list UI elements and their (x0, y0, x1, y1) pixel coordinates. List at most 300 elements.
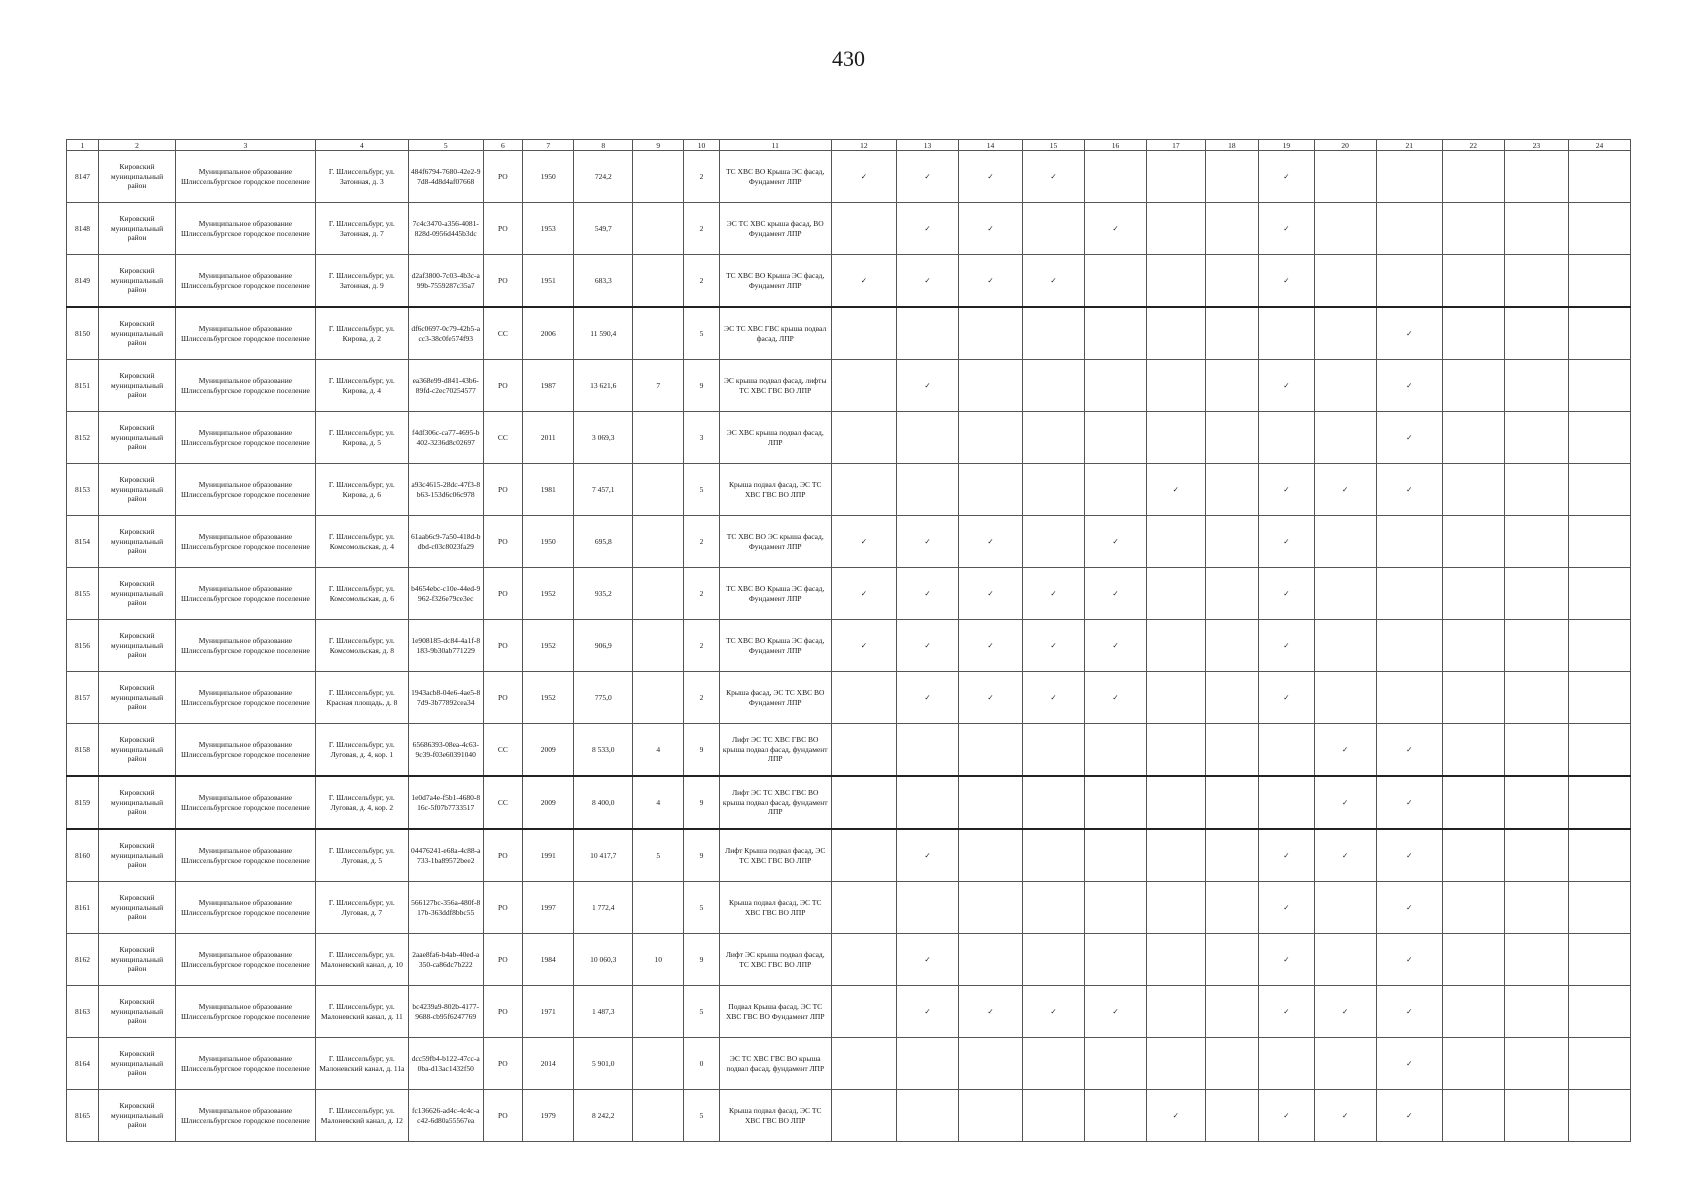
column-number-6: 6 (483, 140, 523, 151)
empty-cell (1146, 829, 1205, 882)
checkmark-icon: ✓ (896, 568, 958, 620)
column-number-7: 7 (523, 140, 574, 151)
column-10-cell: 2 (684, 151, 719, 203)
checkmark-icon: ✓ (958, 151, 1022, 203)
row-id: 8164 (67, 1038, 99, 1090)
column-number-17: 17 (1146, 140, 1205, 151)
works-list-cell: Подвал Крыша фасад, ЭС ТС ХВС ГВС ВО Фундамент ЛПР (719, 986, 831, 1038)
empty-cell (1568, 934, 1630, 986)
empty-cell (1023, 412, 1085, 464)
empty-cell (1084, 360, 1146, 412)
column-10-cell: 2 (684, 203, 719, 255)
empty-cell (1442, 203, 1504, 255)
empty-cell (1146, 672, 1205, 724)
empty-cell (1259, 307, 1315, 360)
column-number-4: 4 (315, 140, 408, 151)
empty-cell (1205, 255, 1258, 308)
checkmark-icon: ✓ (1376, 464, 1442, 516)
municipality-cell: Муниципальное образование Шлиссельбургское городское поселение (175, 255, 315, 308)
ownership-type-cell: РО (483, 620, 523, 672)
district-cell: Кировский муниципальный район (99, 934, 176, 986)
table-row (67, 882, 1631, 934)
column-9-cell (633, 464, 684, 516)
column-9-cell (633, 1038, 684, 1090)
works-list-cell: ТС ХВС ВО Крыша ЭС фасад, Фундамент ЛПР (719, 255, 831, 308)
works-list-cell: ЭС ХВС крыша подвал фасад, ЛПР (719, 412, 831, 464)
column-10-cell: 9 (684, 776, 719, 829)
checkmark-icon: ✓ (831, 516, 896, 568)
address-cell: Г. Шлиссельбург, ул. Кирова, д. 5 (315, 412, 408, 464)
checkmark-icon: ✓ (1314, 1090, 1376, 1142)
municipality-cell: Муниципальное образование Шлиссельбургское городское поселение (175, 829, 315, 882)
building-uid-cell: bc4239a9-802b-4177-9688-cb95f6247769 (408, 986, 483, 1038)
checkmark-icon: ✓ (1084, 203, 1146, 255)
empty-cell (958, 724, 1022, 777)
column-number-3: 3 (175, 140, 315, 151)
area-cell: 683,3 (574, 255, 633, 308)
empty-cell (831, 986, 896, 1038)
empty-cell (1568, 672, 1630, 724)
works-list-cell: Крыша подвал фасад, ЭС ТС ХВС ГВС ВО ЛПР (719, 464, 831, 516)
ownership-type-cell: СС (483, 776, 523, 829)
build-year-cell: 1952 (523, 672, 574, 724)
column-number-16: 16 (1084, 140, 1146, 151)
checkmark-icon: ✓ (896, 934, 958, 986)
checkmark-icon: ✓ (958, 568, 1022, 620)
table-row (67, 724, 1631, 777)
district-cell: Кировский муниципальный район (99, 151, 176, 203)
checkmark-icon: ✓ (1084, 672, 1146, 724)
municipality-cell: Муниципальное образование Шлиссельбургское городское поселение (175, 151, 315, 203)
empty-cell (831, 724, 896, 777)
checkmark-icon: ✓ (1314, 776, 1376, 829)
empty-cell (831, 1038, 896, 1090)
empty-cell (1376, 568, 1442, 620)
checkmark-icon: ✓ (831, 620, 896, 672)
empty-cell (1568, 203, 1630, 255)
empty-cell (896, 724, 958, 777)
empty-cell (1023, 203, 1085, 255)
district-cell: Кировский муниципальный район (99, 307, 176, 360)
empty-cell (1146, 568, 1205, 620)
empty-cell (1568, 829, 1630, 882)
municipality-cell: Муниципальное образование Шлиссельбургское городское поселение (175, 620, 315, 672)
address-cell: Г. Шлиссельбург, ул. Комсомольская, д. 4 (315, 516, 408, 568)
column-9-cell (633, 620, 684, 672)
works-list-cell: Крыша подвал фасад, ЭС ТС ХВС ГВС ВО ЛПР (719, 1090, 831, 1142)
ownership-type-cell: РО (483, 829, 523, 882)
column-number-1: 1 (67, 140, 99, 151)
checkmark-icon: ✓ (1376, 986, 1442, 1038)
empty-cell (1504, 829, 1568, 882)
empty-cell (1084, 464, 1146, 516)
checkmark-icon: ✓ (958, 203, 1022, 255)
empty-cell (831, 882, 896, 934)
checkmark-icon: ✓ (1023, 672, 1085, 724)
build-year-cell: 1979 (523, 1090, 574, 1142)
building-uid-cell: 1943acb8-04e6-4ae5-87d9-3b77892cea34 (408, 672, 483, 724)
column-9-cell (633, 672, 684, 724)
empty-cell (1084, 412, 1146, 464)
ownership-type-cell: СС (483, 412, 523, 464)
building-uid-cell: 1e0d7a4e-f5b1-4680-816c-5f07b7733517 (408, 776, 483, 829)
works-list-cell: ЭС ТС ХВС крыша фасад, ВО Фундамент ЛПР (719, 203, 831, 255)
build-year-cell: 2014 (523, 1038, 574, 1090)
table-row (67, 776, 1631, 829)
checkmark-icon: ✓ (1376, 307, 1442, 360)
table-row (67, 568, 1631, 620)
column-10-cell: 5 (684, 1090, 719, 1142)
empty-cell (1084, 1038, 1146, 1090)
district-cell: Кировский муниципальный район (99, 516, 176, 568)
empty-cell (1023, 516, 1085, 568)
empty-cell (1205, 986, 1258, 1038)
empty-cell (1205, 882, 1258, 934)
checkmark-icon: ✓ (958, 986, 1022, 1038)
column-number-11: 11 (719, 140, 831, 151)
checkmark-icon: ✓ (1023, 568, 1085, 620)
empty-cell (958, 412, 1022, 464)
checkmark-icon: ✓ (1259, 986, 1315, 1038)
building-uid-cell: d2af3800-7c03-4b3c-a99b-7559287c35a7 (408, 255, 483, 308)
empty-cell (1504, 620, 1568, 672)
empty-cell (1376, 203, 1442, 255)
empty-cell (1314, 151, 1376, 203)
empty-cell (831, 464, 896, 516)
empty-cell (1023, 1038, 1085, 1090)
build-year-cell: 1984 (523, 934, 574, 986)
row-id: 8165 (67, 1090, 99, 1142)
empty-cell (1568, 568, 1630, 620)
ownership-type-cell: СС (483, 307, 523, 360)
column-number-19: 19 (1259, 140, 1315, 151)
column-10-cell: 9 (684, 829, 719, 882)
row-id: 8149 (67, 255, 99, 308)
page-number: 430 (832, 46, 865, 71)
district-cell: Кировский муниципальный район (99, 882, 176, 934)
municipality-cell: Муниципальное образование Шлиссельбургское городское поселение (175, 986, 315, 1038)
empty-cell (1205, 776, 1258, 829)
area-cell: 8 533,0 (574, 724, 633, 777)
checkmark-icon: ✓ (896, 255, 958, 308)
column-number-9: 9 (633, 140, 684, 151)
checkmark-icon: ✓ (1146, 464, 1205, 516)
address-cell: Г. Шлиссельбург, ул. Луговая, д. 7 (315, 882, 408, 934)
empty-cell (896, 882, 958, 934)
build-year-cell: 1971 (523, 986, 574, 1038)
building-uid-cell: 7c4c3470-a356-4081-828d-0956d445b3dc (408, 203, 483, 255)
empty-cell (1023, 724, 1085, 777)
empty-cell (1504, 568, 1568, 620)
checkmark-icon: ✓ (1376, 829, 1442, 882)
area-cell: 549,7 (574, 203, 633, 255)
empty-cell (1314, 307, 1376, 360)
checkmark-icon: ✓ (896, 516, 958, 568)
works-list-cell: ЭС крыша подвал фасад, лифты ТС ХВС ГВС ВО ЛПР (719, 360, 831, 412)
district-cell: Кировский муниципальный район (99, 986, 176, 1038)
empty-cell (1023, 1090, 1085, 1142)
column-9-cell (633, 151, 684, 203)
works-list-cell: ТС ХВС ВО Крыша ЭС фасад, Фундамент ЛПР (719, 620, 831, 672)
checkmark-icon: ✓ (1376, 412, 1442, 464)
empty-cell (1023, 307, 1085, 360)
address-cell: Г. Шлиссельбург, ул. Луговая, д. 4, кор. 1 (315, 724, 408, 777)
empty-cell (1504, 672, 1568, 724)
checkmark-icon: ✓ (1376, 724, 1442, 777)
row-id: 8152 (67, 412, 99, 464)
area-cell: 13 621,6 (574, 360, 633, 412)
ownership-type-cell: РО (483, 1038, 523, 1090)
row-id: 8150 (67, 307, 99, 360)
column-9-cell: 4 (633, 724, 684, 777)
works-list-cell: ТС ХВС ВО ЭС крыша фасад, Фундамент ЛПР (719, 516, 831, 568)
column-9-cell (633, 568, 684, 620)
district-cell: Кировский муниципальный район (99, 724, 176, 777)
ownership-type-cell: РО (483, 986, 523, 1038)
table-row (67, 151, 1631, 203)
empty-cell (1504, 464, 1568, 516)
district-cell: Кировский муниципальный район (99, 1038, 176, 1090)
empty-cell (831, 672, 896, 724)
empty-cell (1442, 568, 1504, 620)
checkmark-icon: ✓ (1376, 882, 1442, 934)
empty-cell (1205, 568, 1258, 620)
column-9-cell: 10 (633, 934, 684, 986)
checkmark-icon: ✓ (1259, 151, 1315, 203)
column-10-cell: 0 (684, 1038, 719, 1090)
empty-cell (1084, 151, 1146, 203)
empty-cell (1568, 255, 1630, 308)
housing-registry-table (66, 139, 1631, 1142)
area-cell: 3 069,3 (574, 412, 633, 464)
building-uid-cell: 1e908185-dc84-4a1f-8183-9b30ab771229 (408, 620, 483, 672)
column-9-cell (633, 882, 684, 934)
empty-cell (1568, 776, 1630, 829)
empty-cell (1205, 203, 1258, 255)
row-id: 8161 (67, 882, 99, 934)
ownership-type-cell: РО (483, 882, 523, 934)
empty-cell (1504, 724, 1568, 777)
empty-cell (1504, 882, 1568, 934)
empty-cell (831, 203, 896, 255)
table-row (67, 516, 1631, 568)
district-cell: Кировский муниципальный район (99, 829, 176, 882)
column-10-cell: 2 (684, 672, 719, 724)
column-number-23: 23 (1504, 140, 1568, 151)
checkmark-icon: ✓ (1376, 1090, 1442, 1142)
empty-cell (1023, 882, 1085, 934)
empty-cell (1504, 1038, 1568, 1090)
building-uid-cell: 65686393-08ea-4c63-9c39-f03e60391040 (408, 724, 483, 777)
empty-cell (1442, 412, 1504, 464)
empty-cell (831, 776, 896, 829)
checkmark-icon: ✓ (1146, 1090, 1205, 1142)
column-9-cell: 4 (633, 776, 684, 829)
checkmark-icon: ✓ (1259, 934, 1315, 986)
table-row (67, 1090, 1631, 1142)
checkmark-icon: ✓ (958, 516, 1022, 568)
address-cell: Г. Шлиссельбург, ул. Кирова, д. 4 (315, 360, 408, 412)
empty-cell (1205, 516, 1258, 568)
area-cell: 8 242,2 (574, 1090, 633, 1142)
column-number-20: 20 (1314, 140, 1376, 151)
area-cell: 724,2 (574, 151, 633, 203)
column-10-cell: 9 (684, 360, 719, 412)
empty-cell (1376, 620, 1442, 672)
empty-cell (1205, 307, 1258, 360)
ownership-type-cell: РО (483, 568, 523, 620)
municipality-cell: Муниципальное образование Шлиссельбургское городское поселение (175, 516, 315, 568)
column-number-2: 2 (99, 140, 176, 151)
empty-cell (1314, 360, 1376, 412)
empty-cell (831, 307, 896, 360)
checkmark-icon: ✓ (1376, 776, 1442, 829)
district-cell: Кировский муниципальный район (99, 672, 176, 724)
checkmark-icon: ✓ (831, 568, 896, 620)
empty-cell (1568, 412, 1630, 464)
table-row (67, 203, 1631, 255)
empty-cell (1442, 829, 1504, 882)
build-year-cell: 1987 (523, 360, 574, 412)
empty-cell (1442, 620, 1504, 672)
works-list-cell: Лифт ЭС ТС ХВС ГВС ВО крыша подвал фасад, фундамент ЛПР (719, 724, 831, 777)
empty-cell (1146, 203, 1205, 255)
empty-cell (1023, 934, 1085, 986)
empty-cell (1568, 882, 1630, 934)
building-uid-cell: ea368e99-d841-43b6-89fd-c2ec70254577 (408, 360, 483, 412)
building-uid-cell: 61aab6c9-7a50-418d-bdbd-c03c8023fa29 (408, 516, 483, 568)
address-cell: Г. Шлиссельбург, ул. Затонная, д. 9 (315, 255, 408, 308)
checkmark-icon: ✓ (1259, 516, 1315, 568)
empty-cell (1504, 934, 1568, 986)
empty-cell (1023, 360, 1085, 412)
address-cell: Г. Шлиссельбург, ул. Кирова, д. 2 (315, 307, 408, 360)
column-number-15: 15 (1023, 140, 1085, 151)
column-9-cell (633, 986, 684, 1038)
column-10-cell: 5 (684, 464, 719, 516)
empty-cell (958, 776, 1022, 829)
empty-cell (1568, 307, 1630, 360)
empty-cell (1314, 568, 1376, 620)
municipality-cell: Муниципальное образование Шлиссельбургское городское поселение (175, 307, 315, 360)
district-cell: Кировский муниципальный район (99, 620, 176, 672)
row-id: 8157 (67, 672, 99, 724)
empty-cell (1442, 934, 1504, 986)
address-cell: Г. Шлиссельбург, ул. Красная площадь, д. 8 (315, 672, 408, 724)
checkmark-icon: ✓ (1084, 516, 1146, 568)
ownership-type-cell: РО (483, 203, 523, 255)
empty-cell (1568, 360, 1630, 412)
empty-cell (1376, 516, 1442, 568)
address-cell: Г. Шлиссельбург, ул. Кирова, д. 6 (315, 464, 408, 516)
empty-cell (958, 464, 1022, 516)
checkmark-icon: ✓ (1023, 620, 1085, 672)
empty-cell (958, 1090, 1022, 1142)
address-cell: Г. Шлиссельбург, ул. Затонная, д. 7 (315, 203, 408, 255)
empty-cell (1205, 829, 1258, 882)
ownership-type-cell: РО (483, 516, 523, 568)
column-10-cell: 9 (684, 934, 719, 986)
ownership-type-cell: РО (483, 672, 523, 724)
area-cell: 1 772,4 (574, 882, 633, 934)
checkmark-icon: ✓ (1023, 151, 1085, 203)
empty-cell (1205, 360, 1258, 412)
empty-cell (1442, 1090, 1504, 1142)
table-row (67, 829, 1631, 882)
table-row (67, 412, 1631, 464)
empty-cell (1084, 307, 1146, 360)
empty-cell (1442, 776, 1504, 829)
empty-cell (1084, 882, 1146, 934)
empty-cell (1023, 464, 1085, 516)
empty-cell (1205, 412, 1258, 464)
ownership-type-cell: РО (483, 151, 523, 203)
table-row (67, 1038, 1631, 1090)
empty-cell (1314, 620, 1376, 672)
address-cell: Г. Шлиссельбург, ул. Луговая, д. 5 (315, 829, 408, 882)
area-cell: 10 060,3 (574, 934, 633, 986)
row-id: 8156 (67, 620, 99, 672)
building-uid-cell: b4654ebc-c10e-44ed-9962-f326e79ce3ec (408, 568, 483, 620)
column-number-row (67, 140, 1631, 151)
checkmark-icon: ✓ (1259, 829, 1315, 882)
empty-cell (1146, 307, 1205, 360)
ownership-type-cell: СС (483, 724, 523, 777)
district-cell: Кировский муниципальный район (99, 412, 176, 464)
empty-cell (1504, 307, 1568, 360)
empty-cell (1568, 986, 1630, 1038)
column-10-cell: 2 (684, 255, 719, 308)
checkmark-icon: ✓ (1259, 203, 1315, 255)
empty-cell (1376, 672, 1442, 724)
build-year-cell: 1953 (523, 203, 574, 255)
empty-cell (1205, 1038, 1258, 1090)
works-list-cell: Лифт ЭС крыша подвал фасад, ТС ХВС ГВС ВО ЛПР (719, 934, 831, 986)
municipality-cell: Муниципальное образование Шлиссельбургское городское поселение (175, 203, 315, 255)
empty-cell (1314, 934, 1376, 986)
empty-cell (1442, 151, 1504, 203)
table-row (67, 464, 1631, 516)
empty-cell (896, 1090, 958, 1142)
empty-cell (1023, 829, 1085, 882)
building-uid-cell: 484f6794-7680-42e2-97d8-4d8d4af07668 (408, 151, 483, 203)
checkmark-icon: ✓ (1084, 986, 1146, 1038)
checkmark-icon: ✓ (1259, 568, 1315, 620)
area-cell: 695,8 (574, 516, 633, 568)
empty-cell (896, 1038, 958, 1090)
checkmark-icon: ✓ (1259, 1090, 1315, 1142)
row-id: 8162 (67, 934, 99, 986)
empty-cell (1259, 412, 1315, 464)
empty-cell (958, 1038, 1022, 1090)
column-number-13: 13 (896, 140, 958, 151)
empty-cell (1442, 464, 1504, 516)
building-uid-cell: 566127bc-356a-480f-817b-363ddf8bbc55 (408, 882, 483, 934)
ownership-type-cell: РО (483, 255, 523, 308)
empty-cell (1259, 776, 1315, 829)
empty-cell (831, 1090, 896, 1142)
checkmark-icon: ✓ (958, 620, 1022, 672)
district-cell: Кировский муниципальный район (99, 1090, 176, 1142)
build-year-cell: 1951 (523, 255, 574, 308)
area-cell: 8 400,0 (574, 776, 633, 829)
empty-cell (1205, 620, 1258, 672)
empty-cell (1146, 986, 1205, 1038)
checkmark-icon: ✓ (896, 360, 958, 412)
empty-cell (958, 934, 1022, 986)
checkmark-icon: ✓ (1314, 829, 1376, 882)
empty-cell (1146, 255, 1205, 308)
